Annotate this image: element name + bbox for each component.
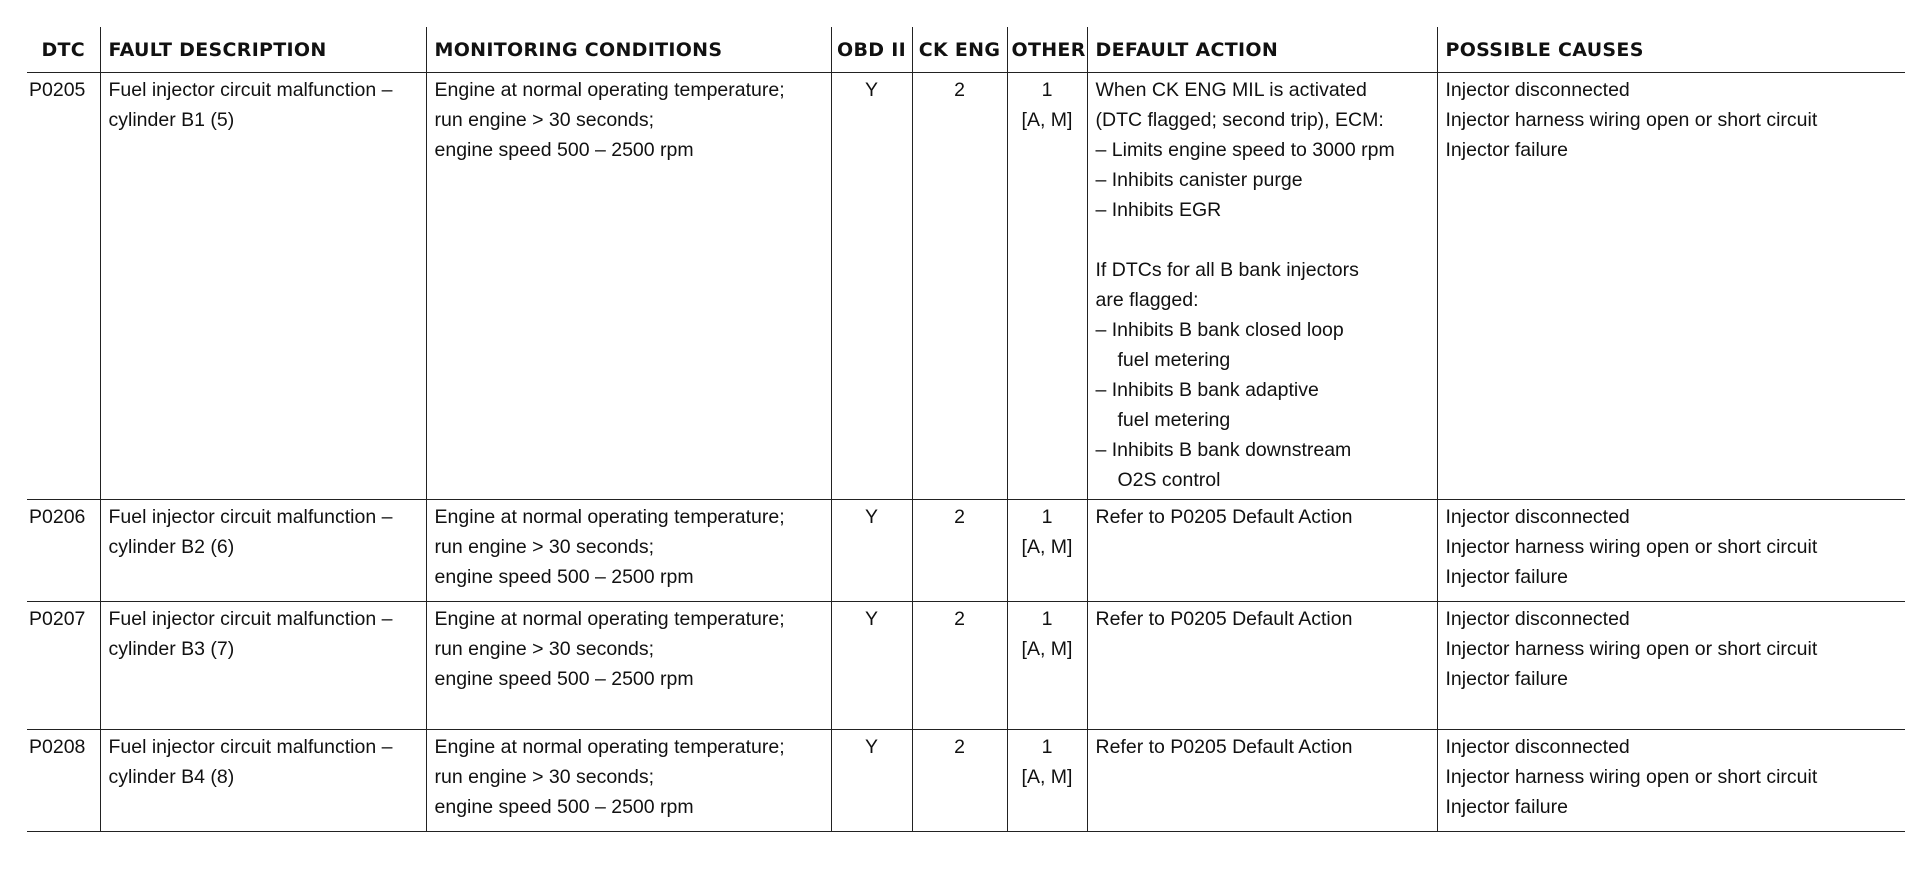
other-codes: [A, M] xyxy=(1021,766,1073,788)
other-value xyxy=(1007,730,1087,832)
table-row-p0205 xyxy=(27,73,1905,500)
header-possible-causes: POSSIBLE CAUSES xyxy=(1437,27,1905,73)
possible-causes xyxy=(1437,73,1905,500)
header-ck-eng: CK ENG xyxy=(912,27,1007,73)
monitoring-line: Engine at normal operating temperature; xyxy=(434,608,785,630)
dtc-code: P0208 xyxy=(27,730,100,832)
fault-description xyxy=(100,730,426,832)
possible-causes xyxy=(1437,602,1905,730)
monitoring-line: run engine > 30 seconds; xyxy=(434,766,655,788)
monitoring-line: engine speed 500 – 2500 rpm xyxy=(434,796,694,818)
default-action xyxy=(1087,730,1437,832)
fault-line: cylinder B4 (8) xyxy=(108,766,235,788)
fault-description xyxy=(100,73,426,500)
table-row-p0208 xyxy=(27,730,1905,832)
default-action-condition: are flagged: xyxy=(1095,289,1199,311)
other-value xyxy=(1007,500,1087,602)
monitoring-line: Engine at normal operating temperature; xyxy=(434,506,785,528)
cause-line: Injector failure xyxy=(1445,796,1568,818)
other-codes: [A, M] xyxy=(1021,638,1073,660)
other-value xyxy=(1007,73,1087,500)
other-codes: [A, M] xyxy=(1021,536,1073,558)
fault-description xyxy=(100,602,426,730)
obd2-value: Y xyxy=(831,730,912,832)
header-row xyxy=(27,27,1905,73)
fault-line: cylinder B2 (6) xyxy=(108,536,235,558)
cause-line: Injector harness wiring open or short circuit xyxy=(1445,766,1818,788)
cause-line: Injector harness wiring open or short circuit xyxy=(1445,109,1818,131)
fault-line: Fuel injector circuit malfunction – xyxy=(108,736,393,758)
monitoring-line: engine speed 500 – 2500 rpm xyxy=(434,566,694,588)
header-obd2: OBD II xyxy=(831,27,912,73)
ck-eng-value: 2 xyxy=(912,602,1007,730)
default-action xyxy=(1087,602,1437,730)
fault-line: Fuel injector circuit malfunction – xyxy=(108,79,393,101)
default-action-item: – Inhibits B bank downstream xyxy=(1095,439,1352,461)
default-action-item: – Inhibits B bank closed loop xyxy=(1095,319,1344,341)
other-number: 1 xyxy=(1041,506,1053,528)
ck-eng-value: 2 xyxy=(912,500,1007,602)
default-action-reference: Refer to P0205 Default Action xyxy=(1095,736,1353,758)
monitoring-line: engine speed 500 – 2500 rpm xyxy=(434,139,694,161)
default-action-intro: (DTC flagged; second trip), ECM: xyxy=(1095,109,1384,131)
fault-line: cylinder B3 (7) xyxy=(108,638,235,660)
monitoring-line: Engine at normal operating temperature; xyxy=(434,736,785,758)
monitoring-line: Engine at normal operating temperature; xyxy=(434,79,785,101)
obd2-value: Y xyxy=(831,602,912,730)
default-action-reference: Refer to P0205 Default Action xyxy=(1095,608,1353,630)
cause-line: Injector failure xyxy=(1445,139,1568,161)
other-number: 1 xyxy=(1041,736,1053,758)
cause-line: Injector harness wiring open or short circuit xyxy=(1445,638,1818,660)
monitoring-line: run engine > 30 seconds; xyxy=(434,536,655,558)
default-action-item: – Inhibits B bank adaptive xyxy=(1095,379,1319,401)
header-monitoring-conditions: MONITORING CONDITIONS xyxy=(426,27,831,73)
possible-causes xyxy=(1437,500,1905,602)
ck-eng-value: 2 xyxy=(912,73,1007,500)
dtc-code: P0207 xyxy=(27,602,100,730)
table-row-p0206 xyxy=(27,500,1905,602)
cause-line: Injector failure xyxy=(1445,668,1568,690)
possible-causes xyxy=(1437,730,1905,832)
paragraph-gap xyxy=(1096,225,1429,255)
monitoring-conditions xyxy=(426,73,831,500)
other-value xyxy=(1007,602,1087,730)
header-dtc: DTC xyxy=(27,27,100,73)
cause-line: Injector disconnected xyxy=(1445,79,1630,101)
default-action-intro: When CK ENG MIL is activated xyxy=(1095,79,1367,101)
fault-line: cylinder B1 (5) xyxy=(108,109,235,131)
header-other: OTHER xyxy=(1007,27,1087,73)
monitoring-conditions xyxy=(426,730,831,832)
default-action-condition: If DTCs for all B bank injectors xyxy=(1095,259,1359,281)
fault-line: Fuel injector circuit malfunction – xyxy=(108,608,393,630)
default-action-item: – Inhibits canister purge xyxy=(1095,169,1303,191)
monitoring-line: run engine > 30 seconds; xyxy=(434,109,655,131)
monitoring-line: run engine > 30 seconds; xyxy=(434,638,655,660)
fault-description xyxy=(100,500,426,602)
default-action-item: – Inhibits EGR xyxy=(1095,199,1222,221)
cause-line: Injector disconnected xyxy=(1445,608,1630,630)
obd2-value: Y xyxy=(831,500,912,602)
obd2-value: Y xyxy=(831,73,912,500)
default-action-item-continued: fuel metering xyxy=(1117,409,1231,431)
default-action xyxy=(1087,73,1437,500)
cause-line: Injector failure xyxy=(1445,566,1568,588)
cause-line: Injector disconnected xyxy=(1445,506,1630,528)
default-action-item-continued: fuel metering xyxy=(1117,349,1231,371)
dtc-code: P0206 xyxy=(27,500,100,602)
monitoring-line: engine speed 500 – 2500 rpm xyxy=(434,668,694,690)
cause-line: Injector disconnected xyxy=(1445,736,1630,758)
ck-eng-value: 2 xyxy=(912,730,1007,832)
default-action xyxy=(1087,500,1437,602)
dtc-table xyxy=(27,27,1905,832)
default-action-item-continued: O2S control xyxy=(1117,469,1221,491)
cause-line: Injector harness wiring open or short circuit xyxy=(1445,536,1818,558)
monitoring-conditions xyxy=(426,602,831,730)
header-fault-description: FAULT DESCRIPTION xyxy=(100,27,426,73)
monitoring-conditions xyxy=(426,500,831,602)
dtc-code: P0205 xyxy=(27,73,100,500)
fault-line: Fuel injector circuit malfunction – xyxy=(108,506,393,528)
other-number: 1 xyxy=(1041,79,1053,101)
other-codes: [A, M] xyxy=(1021,109,1073,131)
default-action-item: – Limits engine speed to 3000 rpm xyxy=(1095,139,1395,161)
header-default-action: DEFAULT ACTION xyxy=(1087,27,1437,73)
table-row-p0207 xyxy=(27,602,1905,730)
other-number: 1 xyxy=(1041,608,1053,630)
default-action-reference: Refer to P0205 Default Action xyxy=(1095,506,1353,528)
